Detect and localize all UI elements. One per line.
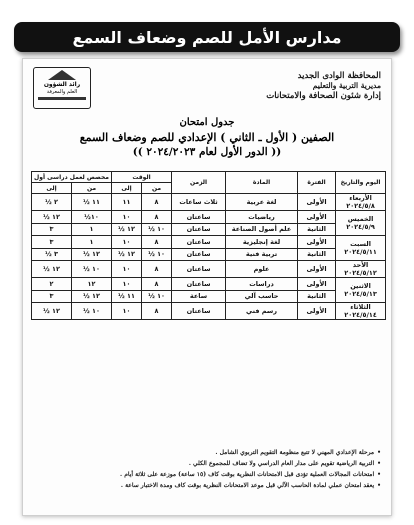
break-to-cell: ٣ ½ — [32, 248, 72, 261]
day-name: الثلاثاء — [350, 303, 371, 311]
time-from-cell: ٨ — [142, 303, 172, 320]
table-row — [32, 290, 386, 303]
logo-name: رائد الشؤون — [43, 81, 81, 88]
break-to-cell: ٢ ½ — [32, 194, 72, 211]
header-day-date: اليوم والتاريخ — [336, 172, 386, 194]
break-from-cell: ١١ ½ — [72, 194, 112, 211]
period-cell: الأولى — [298, 261, 336, 278]
time-to-cell: ١١ — [112, 194, 142, 211]
document-titles — [23, 117, 391, 158]
table-row — [32, 211, 386, 224]
day-date-cell — [336, 303, 386, 320]
break-to-cell: ٣ — [32, 290, 72, 303]
table-row — [32, 278, 386, 291]
break-to-cell: ١٢ ½ — [32, 211, 72, 224]
logo — [33, 67, 91, 109]
time-to-cell: ١٢ ½ — [112, 248, 142, 261]
period-cell: الأولى — [298, 236, 336, 249]
break-from-cell: ١٠½ — [72, 211, 112, 224]
table-row — [32, 248, 386, 261]
subject-cell: تربية فنية — [226, 248, 298, 261]
time-to-cell: ١١ ½ — [112, 290, 142, 303]
time-to-cell: ١٠ — [112, 303, 142, 320]
subject-cell: لغة إنجليزية — [226, 236, 298, 249]
period-cell: الأولى — [298, 194, 336, 211]
time-to-cell: ١٠ — [112, 261, 142, 278]
table-row — [32, 223, 386, 236]
logo-roof-icon — [48, 70, 76, 80]
administration-header — [211, 71, 381, 101]
day-date-cell — [336, 278, 386, 303]
break-from-cell: ١٢ ½ — [72, 248, 112, 261]
break-to-cell: ١٢ ½ — [32, 303, 72, 320]
time-from-cell: ٨ — [142, 261, 172, 278]
header-time-to: إلى — [112, 183, 142, 194]
time-from-cell: ٨ — [142, 278, 172, 291]
time-from-cell: ٨ — [142, 211, 172, 224]
day-date-cell — [336, 211, 386, 236]
duration-cell: ساعة — [172, 290, 226, 303]
break-to-cell: ٣ — [32, 236, 72, 249]
break-from-cell: ١٢ ½ — [72, 290, 112, 303]
subject-cell: رسم فني — [226, 303, 298, 320]
time-from-cell: ١٠ ½ — [142, 248, 172, 261]
day-name: السبت — [350, 240, 371, 248]
subject-cell: حاسب آلي — [226, 290, 298, 303]
day-date: ٢٠٢٤/٥/١٢ — [344, 269, 377, 277]
table-row — [32, 261, 386, 278]
subject-cell: رياضيات — [226, 211, 298, 224]
header-period: الفترة — [298, 172, 336, 194]
break-to-cell: ٢ — [32, 278, 72, 291]
subject-cell: لغة عربية — [226, 194, 298, 211]
duration-cell: ثلاث ساعات — [172, 194, 226, 211]
exam-schedule-document — [22, 58, 392, 516]
break-from-cell: ١٠ ½ — [72, 303, 112, 320]
time-from-cell: ١٠ ½ — [142, 290, 172, 303]
subject-cell: علم أصول الصناعة — [226, 223, 298, 236]
duration-cell: ساعتان — [172, 248, 226, 261]
subject-cell: علوم — [226, 261, 298, 278]
day-date-cell — [336, 236, 386, 261]
time-to-cell: ١٠ — [112, 278, 142, 291]
table-row — [32, 303, 386, 320]
break-from-cell: ١٠ ½ — [72, 261, 112, 278]
notes-list — [33, 447, 381, 491]
header-line-directorate: مديرية التربية والتعليم — [312, 81, 381, 90]
day-name: الأربعاء — [349, 194, 372, 202]
day-name: الخميس — [347, 215, 374, 223]
period-cell: الأولى — [298, 303, 336, 320]
time-to-cell: ١٠ — [112, 211, 142, 224]
break-to-cell: ٣ — [32, 223, 72, 236]
exam-table — [31, 171, 386, 320]
note-item: • التربية الرياضية تقويم على مدار العام الدراسي ولا تضاف للمجموع الكلي . — [33, 458, 381, 469]
note-item: • امتحانات المجالات العملية تؤدى قبل الامتحانات النظرية بوقت كاف (١٥ ساعة) موزعة على ثلاثة أيام . — [33, 469, 381, 480]
period-cell: الأولى — [298, 278, 336, 291]
period-cell: الأولى — [298, 211, 336, 224]
school-banner: مدارس الأمل للصم وضعاف السمع — [14, 22, 400, 52]
day-name: الاثنين — [350, 282, 371, 290]
duration-cell: ساعتان — [172, 261, 226, 278]
duration-cell: ساعتان — [172, 303, 226, 320]
header-line-governorate: المحافظة الوادى الجديد — [297, 71, 381, 81]
title-line-1: جدول امتحان — [179, 117, 235, 128]
duration-cell: ساعتان — [172, 278, 226, 291]
header-subject: المادة — [226, 172, 298, 194]
break-from-cell: ١ — [72, 236, 112, 249]
table-row — [32, 194, 386, 211]
note-item: • يعقد امتحان عملي لمادة الحاسب الآلي قبل موعد الامتحانات النظرية بوقت كاف ومدة الاختبار ساعة . — [33, 480, 381, 491]
day-date-cell — [336, 261, 386, 278]
day-date: ٢٠٢٤/٥/٩ — [346, 223, 375, 231]
day-date: ٢٠٢٤/٥/٨ — [346, 202, 375, 210]
day-date: ٢٠٢٤/٥/١٤ — [344, 311, 377, 319]
header-time: الوقت — [112, 172, 172, 183]
day-name: الأحد — [352, 261, 369, 269]
time-from-cell: ٨ — [142, 194, 172, 211]
time-from-cell: ١٠ ½ — [142, 223, 172, 236]
title-line-3: (( الدور الأول لعام ٢٠٢٤/٢٠٢٣ )) — [132, 146, 282, 158]
header-duration: الزمن — [172, 172, 226, 194]
period-cell: الثانية — [298, 248, 336, 261]
period-cell: الثانية — [298, 223, 336, 236]
break-to-cell: ١٢ ½ — [32, 261, 72, 278]
header-break-to: إلى — [32, 183, 72, 194]
break-from-cell: ١ — [72, 223, 112, 236]
break-from-cell: ١٢ — [72, 278, 112, 291]
header-break-from: من — [72, 183, 112, 194]
duration-cell: ساعتان — [172, 223, 226, 236]
period-cell: الثانية — [298, 290, 336, 303]
subject-cell: دراسات — [226, 278, 298, 291]
time-to-cell: ١٢ ½ — [112, 223, 142, 236]
exam-table-body — [32, 194, 386, 320]
duration-cell: ساعتان — [172, 211, 226, 224]
duration-cell: ساعتان — [172, 236, 226, 249]
table-row — [32, 236, 386, 249]
time-from-cell: ٨ — [142, 236, 172, 249]
header-line-department: إدارة شئون الصحافة والامتحانات — [266, 91, 381, 101]
title-line-2: الصفين ( الأول ـ الثاني ) الإعدادي للصم وضعاف السمع — [79, 131, 335, 144]
logo-bar — [38, 97, 86, 100]
day-date-cell — [336, 194, 386, 211]
header-break: مخصص لعمل دراسى أول — [32, 172, 112, 183]
time-to-cell: ١٠ — [112, 236, 142, 249]
day-date: ٢٠٢٤/٥/١٣ — [344, 290, 377, 298]
header-time-from: من — [142, 183, 172, 194]
day-date: ٢٠٢٤/٥/١١ — [344, 248, 377, 256]
note-item: • مرحلة الإعدادي المهني لا تتبع منظومة التقويم التربوي الشامل . — [33, 447, 381, 458]
logo-slogan: العلم والمعرفة — [46, 89, 78, 95]
